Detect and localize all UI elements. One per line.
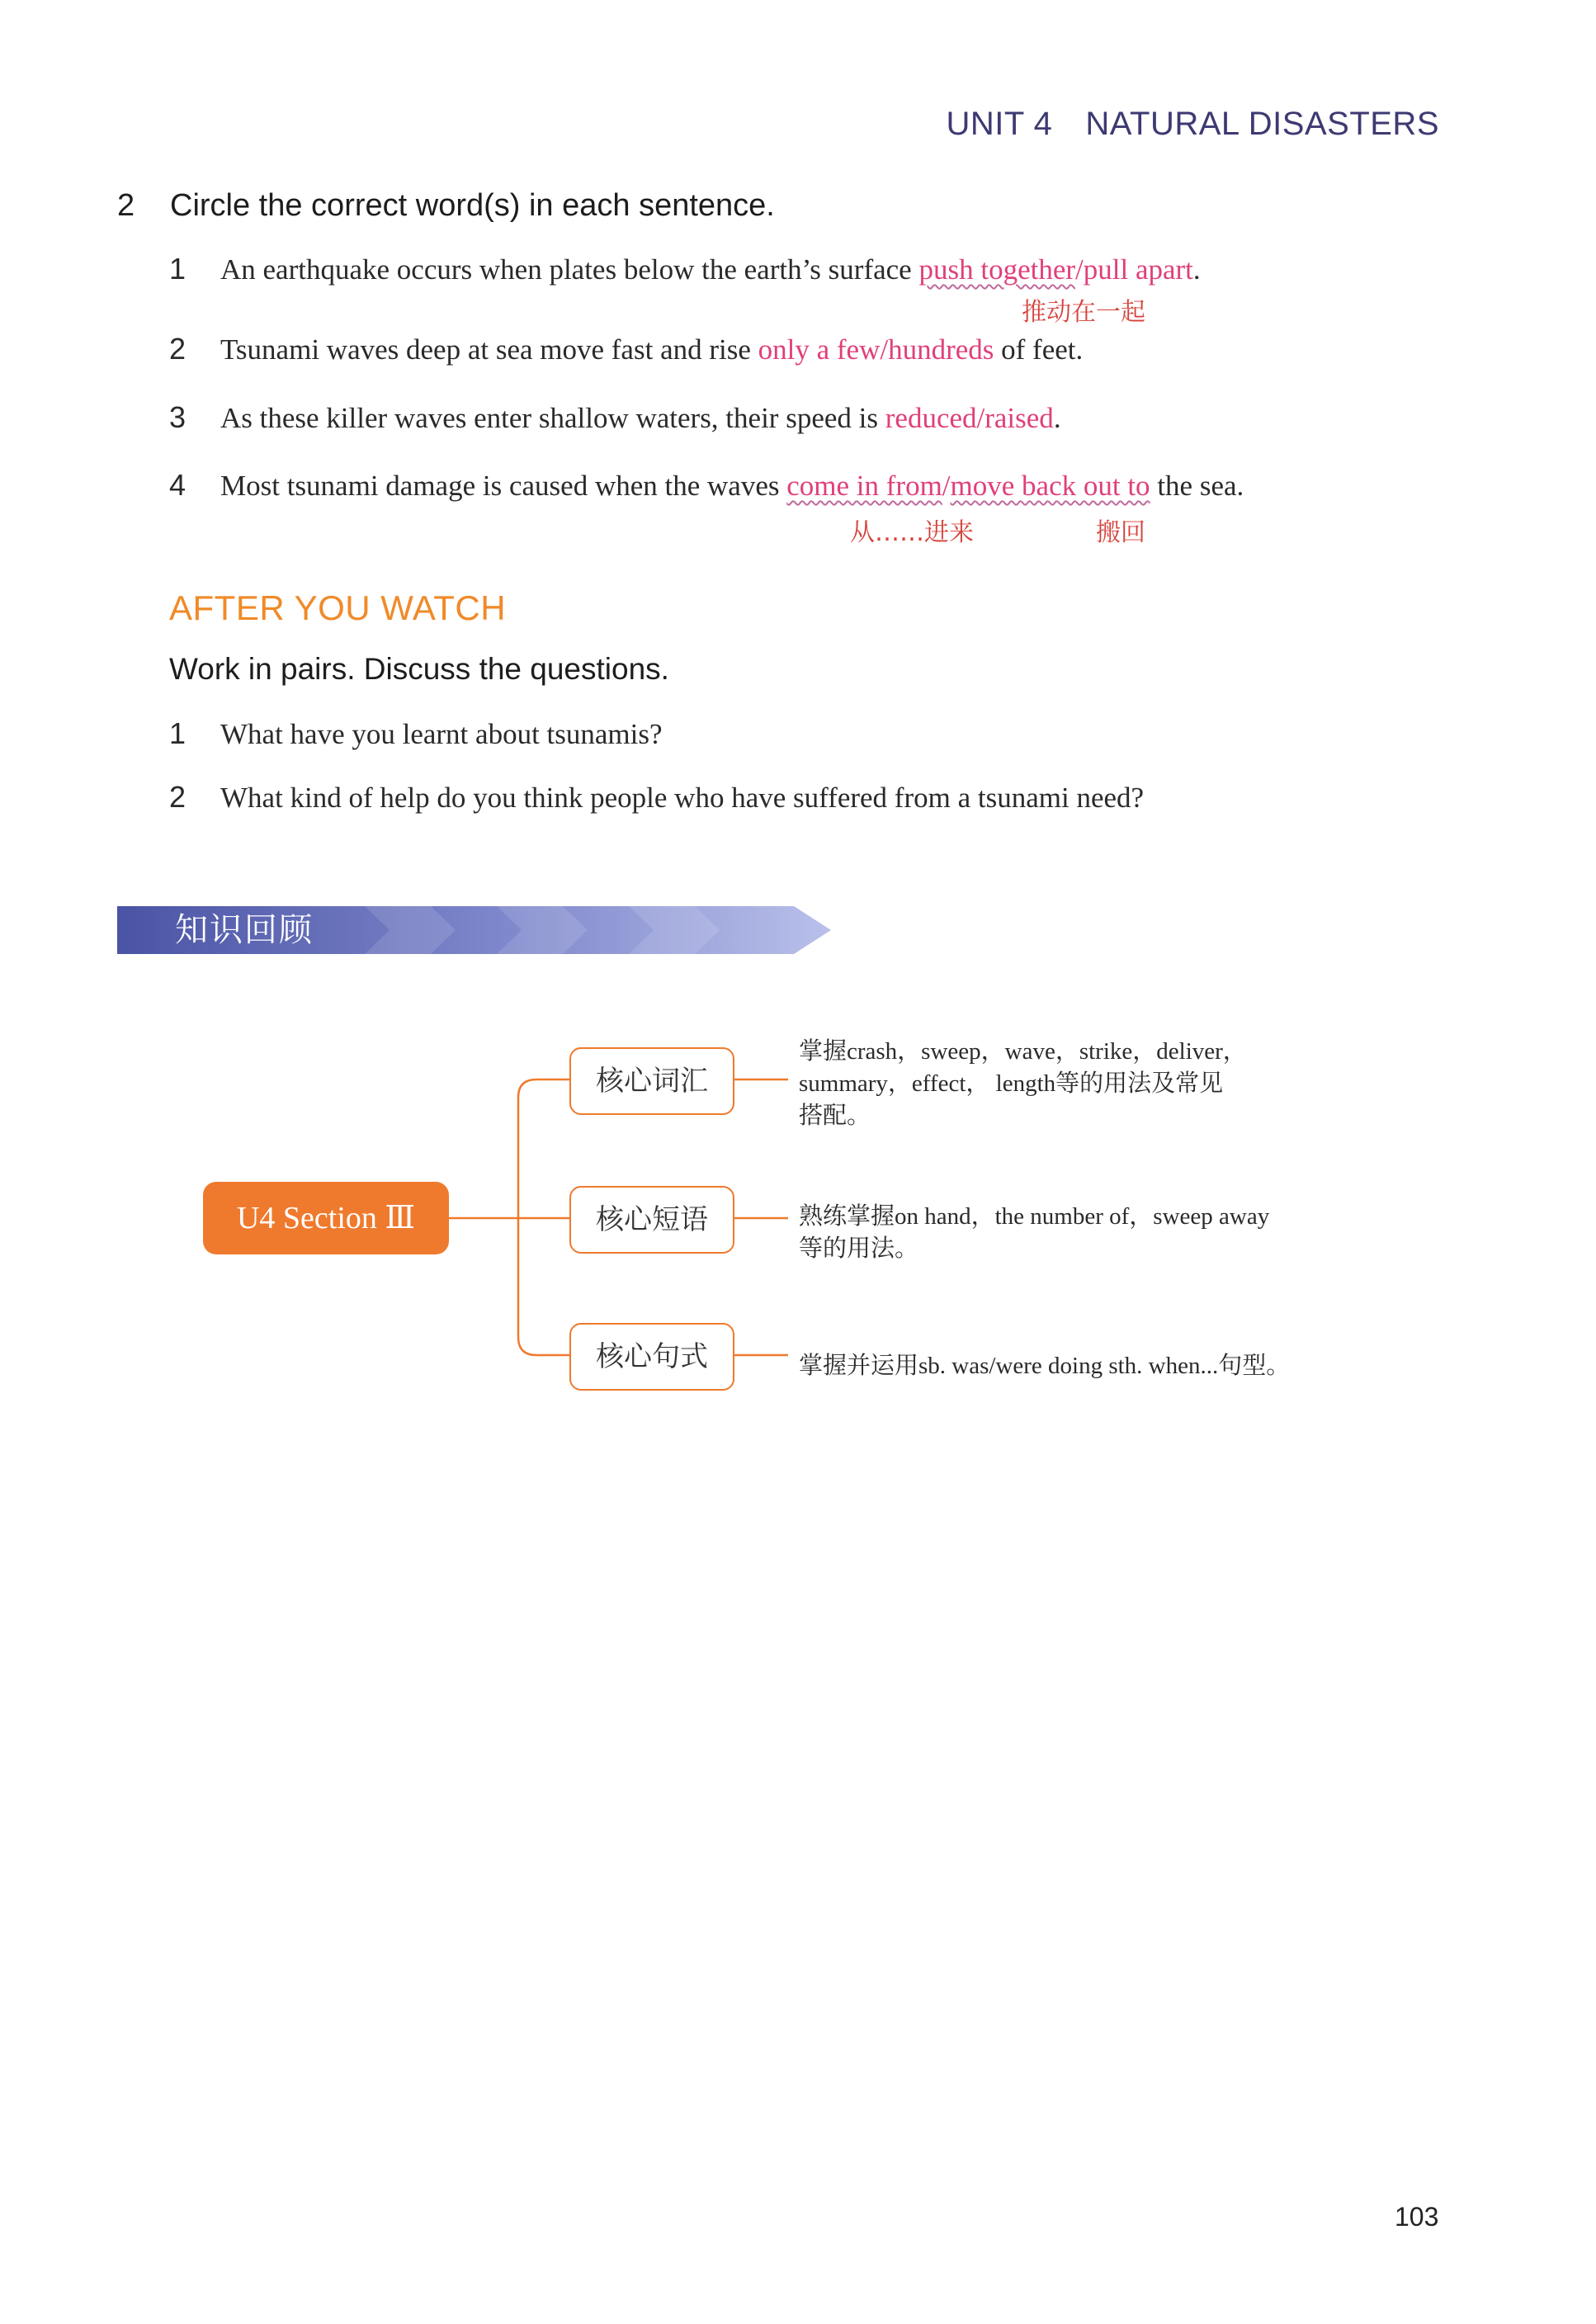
desc-line: 搭配。 [799, 1103, 871, 1129]
desc-line: 熟练掌握on hand，the number of，sweep away [799, 1203, 1270, 1230]
desc-line: 等的用法。 [799, 1235, 919, 1262]
answer-option-correct[interactable]: come in from [786, 470, 942, 502]
question-text: What kind of help do you think people who have suffered from a tsunami need? [220, 782, 1145, 814]
gloss-annotation: 从……进来 [850, 518, 974, 547]
question-number: 2 [169, 780, 187, 814]
review-banner-title: 知识回顾 [175, 911, 314, 949]
answer-options[interactable]: only a few/hundreds [758, 333, 994, 366]
sentence-text: Tsunami waves deep at sea move fast and rise [220, 333, 758, 366]
sentence-end: . [1192, 253, 1201, 286]
sentence-number: 1 [169, 252, 187, 286]
sentence-end: the sea. [1150, 470, 1244, 502]
question-text: What have you learnt about tsunamis? [220, 718, 663, 750]
option-separator: / [942, 470, 951, 502]
page-number: 103 [1395, 2202, 1439, 2232]
mind-map-desc-vocabulary [799, 1036, 1327, 1132]
desc-line: 掌握crash，sweep，wave，strike，deliver， [799, 1038, 1247, 1065]
sentence-text: An earthquake occurs when plates below the earth’s surface [220, 253, 919, 286]
mind-map-desc-sentence-patterns [799, 1350, 1327, 1382]
answer-option-correct[interactable]: push together [918, 253, 1076, 286]
section-instruction: Work in pairs. Discuss the questions. [169, 652, 669, 686]
sentence-number: 4 [169, 468, 187, 502]
sentence-end: of feet. [994, 333, 1084, 366]
mind-map-node-phrases: 核心短语 [569, 1186, 734, 1254]
option-separator: / [1075, 253, 1084, 286]
unit-title: NATURAL DISASTERS [1085, 106, 1439, 142]
desc-line: summary，effect， length等的用法及常见 [799, 1070, 1224, 1097]
sentence-end: . [1053, 402, 1061, 434]
answer-options[interactable]: reduced/raised [885, 402, 1054, 434]
gloss-annotation: 搬回 [1096, 518, 1145, 547]
question-number: 1 [169, 716, 187, 750]
answer-option[interactable]: move back out to [950, 470, 1150, 502]
sentence-number: 2 [169, 332, 187, 366]
mind-map-node-sentence-patterns: 核心句式 [569, 1323, 734, 1391]
answer-option[interactable]: pull apart [1083, 253, 1193, 286]
gloss-annotation: 推动在一起 [1022, 298, 1145, 327]
mind-map-root: U4 Section Ⅲ [203, 1182, 449, 1254]
desc-line: 掌握并运用sb. was/were doing sth. when...句型。 [799, 1353, 1291, 1379]
sentence-text: As these killer waves enter shallow waters, their speed is [220, 402, 885, 434]
sentence-text: Most tsunami damage is caused when the waves [220, 470, 787, 502]
mind-map-node-vocabulary: 核心词汇 [569, 1047, 734, 1115]
unit-number: UNIT 4 [946, 106, 1053, 142]
section-heading: AFTER YOU WATCH [169, 588, 507, 627]
exercise-instruction-text: Circle the correct word(s) in each sentence. [170, 188, 775, 223]
exercise-number: 2 [117, 188, 135, 223]
sentence-number: 3 [169, 400, 187, 434]
mind-map-desc-phrases [799, 1201, 1327, 1265]
